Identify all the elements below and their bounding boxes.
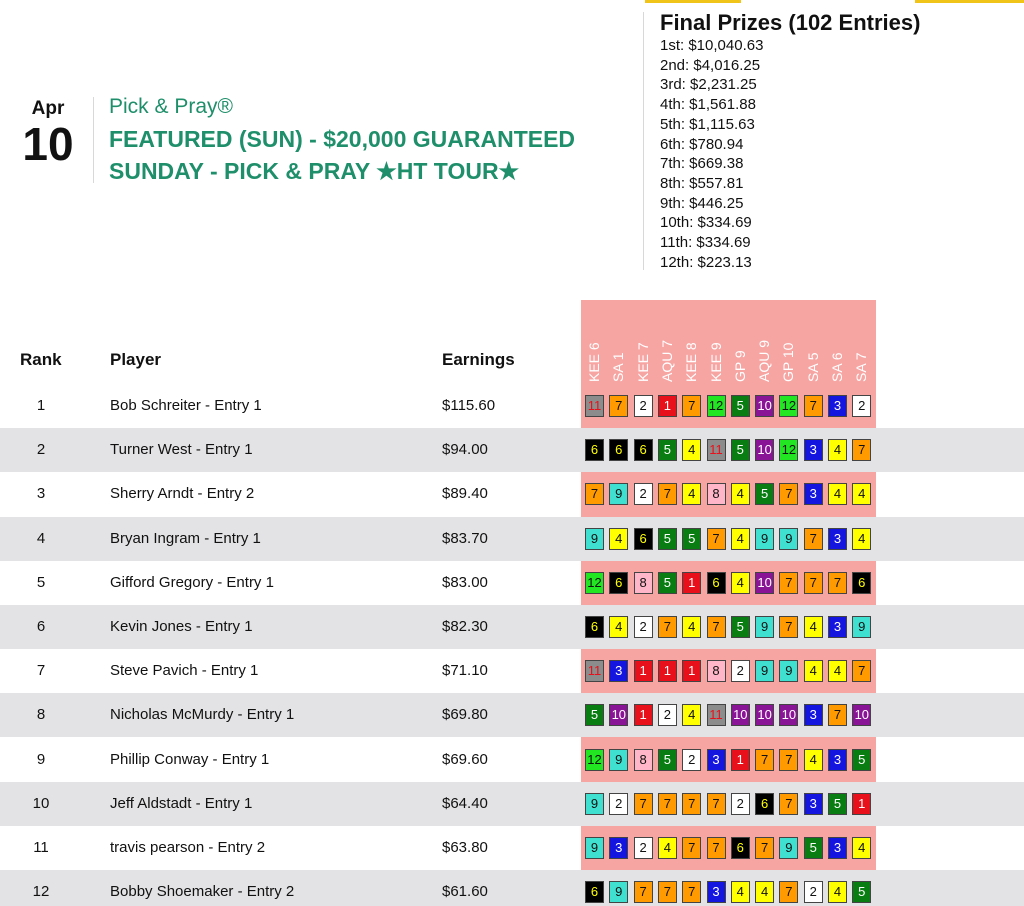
pick-badge: 5: [585, 704, 604, 726]
earnings-header: Earnings: [442, 350, 515, 369]
pick-badge: 2: [852, 395, 871, 417]
prize-line: 8th: $557.81: [660, 174, 744, 192]
player-cell: Bryan Ingram - Entry 1: [110, 529, 261, 547]
pick-badge: 6: [609, 572, 628, 594]
player-cell: Turner West - Entry 1: [110, 441, 253, 459]
pick-badge: 8: [707, 660, 726, 682]
race-column-header: [584, 310, 608, 382]
prize-line: 11th: $334.69: [660, 234, 751, 252]
player-cell: Sherry Arndt - Entry 2: [110, 485, 255, 503]
prize-line: 6th: $780.94: [660, 135, 744, 153]
pick-badge: 4: [731, 881, 750, 903]
pick-badge: 5: [682, 528, 701, 550]
pick-badge: 10: [779, 704, 798, 726]
pick-badge: 10: [609, 704, 628, 726]
earnings-cell: $89.40: [442, 485, 488, 503]
pick-badge: 1: [634, 704, 653, 726]
pick-badge: 6: [707, 572, 726, 594]
pick-badge: 11: [585, 395, 604, 417]
pick-badge: 7: [804, 572, 823, 594]
prize-line: 1st: $10,040.63: [660, 37, 764, 54]
prizes-title: Final Prizes (102 Entries): [660, 10, 921, 35]
earnings-cell: $63.80: [442, 839, 488, 856]
divider: [643, 12, 644, 270]
rank-cell: 12: [32, 883, 50, 901]
pick-badge: 12: [707, 395, 726, 417]
pick-badge: 4: [731, 483, 750, 505]
pick-badge: 5: [828, 793, 847, 815]
pick-badge: 3: [828, 395, 847, 417]
pick-badge: 3: [828, 528, 847, 550]
rank-cell: 3: [36, 485, 46, 503]
pick-badge: 1: [731, 749, 750, 771]
pick-badge: 1: [658, 395, 677, 417]
pick-badge: 9: [609, 483, 628, 505]
race-label: KEE 9: [707, 342, 724, 382]
race-label: AQU 9: [756, 339, 773, 382]
prize-line: 9th: $446.25: [660, 194, 744, 212]
pick-badge: 7: [682, 395, 701, 417]
prize-line: 7th: $669.38: [660, 155, 744, 173]
pick-badge: 3: [804, 439, 823, 461]
pick-badge: 4: [804, 616, 823, 638]
pick-badge: 9: [755, 660, 774, 682]
pick-badge: 10: [755, 572, 774, 594]
pick-badge: 4: [682, 704, 701, 726]
prize-line: 5th: $1,115.63: [660, 115, 755, 133]
pick-badge: 11: [707, 439, 726, 461]
pick-badge: 6: [634, 528, 653, 550]
pick-badge: 9: [852, 616, 871, 638]
race-column-header: [633, 310, 657, 382]
pick-badge: 9: [585, 528, 604, 550]
race-column-header: [778, 310, 802, 382]
race-column-header: [681, 310, 705, 382]
rank-cell: 4: [36, 529, 46, 547]
pick-badge: 5: [852, 881, 871, 903]
race-column-header: [827, 310, 851, 382]
pick-badge: 6: [755, 793, 774, 815]
pick-badge: 10: [755, 395, 774, 417]
pick-badge: 7: [804, 528, 823, 550]
rank-header: Rank: [20, 350, 62, 369]
player-cell: Phillip Conway - Entry 1: [110, 750, 270, 768]
pick-badge: 7: [779, 749, 798, 771]
pick-badge: 7: [634, 881, 653, 903]
pick-badge: 1: [658, 660, 677, 682]
pick-badge: 4: [828, 881, 847, 903]
pick-badge: 5: [658, 528, 677, 550]
player-cell: Bobby Shoemaker - Entry 2: [110, 883, 295, 901]
pick-badge: 2: [731, 793, 750, 815]
pick-badge: 5: [658, 749, 677, 771]
pick-badge: 5: [852, 749, 871, 771]
pick-badge: 5: [658, 572, 677, 594]
pick-badge: 5: [731, 439, 750, 461]
pick-badge: 7: [852, 439, 871, 461]
earnings-cell: $115.60: [442, 397, 496, 414]
race-label: SA 6: [829, 352, 845, 382]
pick-badge: 7: [779, 483, 798, 505]
event-title-line1: FEATURED (SUN) - $20,000 GUARANTEED: [109, 126, 576, 152]
player-header: Player: [110, 350, 162, 369]
pick-badge: 9: [585, 837, 604, 859]
pick-badge: 7: [585, 483, 604, 505]
player-cell: Bob Schreiter - Entry 1: [110, 397, 262, 414]
race-column-header: [730, 310, 754, 382]
pick-badge: 9: [755, 528, 774, 550]
pick-badge: 4: [828, 483, 847, 505]
pick-badge: 7: [755, 837, 774, 859]
prize-line: 2nd: $4,016.25: [660, 56, 761, 74]
event-date: [18, 98, 78, 168]
race-column-header: [608, 310, 632, 382]
pick-badge: 5: [658, 439, 677, 461]
race-label: GP 9: [731, 350, 748, 382]
pick-badge: 6: [731, 837, 750, 859]
pick-badge: 4: [682, 439, 701, 461]
pick-badge: 7: [634, 793, 653, 815]
race-label: GP 10: [780, 342, 797, 382]
event-title-block: [109, 95, 575, 187]
player-cell: Kevin Jones - Entry 1: [110, 618, 253, 635]
pick-badge: 2: [609, 793, 628, 815]
pick-badge: 4: [804, 749, 823, 771]
pick-badge: 7: [779, 572, 798, 594]
pick-badge: 7: [707, 616, 726, 638]
pick-badge: 9: [609, 881, 628, 903]
race-label: SA 1: [610, 352, 627, 382]
pick-badge: 7: [658, 616, 677, 638]
race-label: KEE 7: [634, 342, 651, 382]
event-month: Apr: [31, 98, 65, 119]
rank-cell: 6: [36, 618, 46, 635]
pick-badge: 10: [852, 704, 871, 726]
pick-badge: 9: [609, 749, 628, 771]
pick-badge: 9: [585, 793, 604, 815]
player-cell: Jeff Aldstadt - Entry 1: [110, 794, 253, 812]
pick-badge: 5: [731, 616, 750, 638]
pick-badge: 1: [682, 660, 701, 682]
prize-line: 3rd: $2,231.25: [660, 76, 757, 94]
player-cell: Gifford Gregory - Entry 1: [110, 573, 274, 591]
pick-badge: 7: [779, 616, 798, 638]
pick-badge: 11: [707, 704, 726, 726]
pick-badge: 8: [634, 572, 653, 594]
player-cell: Nicholas McMurdy - Entry 1: [110, 706, 295, 724]
pick-badge: 2: [804, 881, 823, 903]
pick-badge: 7: [828, 704, 847, 726]
earnings-cell: $83.00: [442, 573, 488, 591]
pick-badge: 6: [585, 439, 604, 461]
pick-badge: 8: [707, 483, 726, 505]
pick-badge: 3: [707, 881, 726, 903]
pick-badge: 4: [609, 616, 628, 638]
event-day: 10: [22, 118, 74, 170]
pick-badge: 2: [658, 704, 677, 726]
pick-badge: 4: [609, 528, 628, 550]
pick-badge: 1: [682, 572, 701, 594]
pick-badge: 5: [731, 395, 750, 417]
pick-badge: 11: [585, 660, 604, 682]
pick-badge: 2: [634, 483, 653, 505]
pick-badge: 2: [634, 616, 653, 638]
pick-badge: 7: [779, 881, 798, 903]
pick-badge: 4: [755, 881, 774, 903]
pick-badge: 3: [828, 837, 847, 859]
rank-cell: 1: [36, 397, 46, 414]
pick-badge: 3: [609, 660, 628, 682]
pick-badge: 7: [658, 881, 677, 903]
pick-badge: 4: [852, 528, 871, 550]
prize-line: 12th: $223.13: [660, 253, 752, 271]
pick-badge: 9: [755, 616, 774, 638]
race-label: KEE 8: [683, 342, 700, 382]
pick-badge: 1: [634, 660, 653, 682]
rank-cell: 11: [33, 839, 49, 856]
pick-badge: 8: [634, 749, 653, 771]
pick-badge: 7: [609, 395, 628, 417]
race-column-header: [754, 310, 778, 382]
pick-badge: 2: [682, 749, 701, 771]
pick-badge: 3: [804, 483, 823, 505]
pick-badge: 2: [634, 837, 653, 859]
pick-badge: 4: [852, 483, 871, 505]
rank-cell: 5: [36, 573, 46, 591]
pick-badge: 3: [828, 616, 847, 638]
divider: [93, 97, 94, 183]
earnings-cell: $82.30: [442, 618, 488, 635]
pick-badge: 5: [804, 837, 823, 859]
pick-badge: 7: [804, 395, 823, 417]
event-brand: Pick & Pray®: [109, 95, 234, 118]
rank-cell: 7: [36, 662, 46, 680]
pick-badge: 12: [779, 395, 798, 417]
earnings-cell: $64.40: [442, 794, 488, 812]
rank-cell: 8: [36, 706, 46, 724]
race-label: SA 7: [853, 352, 870, 382]
pick-badge: 7: [658, 483, 677, 505]
rank-cell: 2: [36, 441, 46, 459]
pick-badge: 7: [755, 749, 774, 771]
race-column-header: [803, 310, 827, 382]
pick-badge: 7: [828, 572, 847, 594]
pick-badge: 4: [682, 483, 701, 505]
race-column-header: [706, 310, 730, 382]
pick-badge: 2: [634, 395, 653, 417]
pick-badge: 6: [609, 439, 628, 461]
pick-badge: 4: [804, 660, 823, 682]
pick-badge: 3: [707, 749, 726, 771]
race-column-header: [657, 310, 681, 382]
pick-badge: 7: [658, 793, 677, 815]
pick-badge: 7: [682, 837, 701, 859]
pick-badge: 6: [585, 616, 604, 638]
earnings-cell: $61.60: [442, 883, 488, 901]
rank-cell: 10: [32, 794, 50, 812]
pick-badge: 10: [755, 704, 774, 726]
prize-line: 4th: $1,561.88: [660, 96, 756, 114]
pick-badge: 9: [779, 660, 798, 682]
pick-badge: 4: [828, 439, 847, 461]
earnings-cell: $69.80: [442, 706, 488, 724]
pick-badge: 4: [731, 528, 750, 550]
pick-badge: 6: [585, 881, 604, 903]
pick-badge: 3: [828, 749, 847, 771]
pick-badge: 12: [585, 572, 604, 594]
pick-badge: 2: [731, 660, 750, 682]
pick-badge: 4: [852, 837, 871, 859]
race-label: AQU 7: [658, 339, 675, 382]
rank-cell: 9: [36, 750, 46, 768]
pick-badge: 12: [585, 749, 604, 771]
pick-badge: 10: [731, 704, 750, 726]
pick-badge: 7: [707, 528, 726, 550]
pick-badge: 7: [707, 793, 726, 815]
pick-badge: 7: [682, 881, 701, 903]
pick-badge: 6: [852, 572, 871, 594]
pick-badge: 7: [707, 837, 726, 859]
pick-badge: 7: [852, 660, 871, 682]
earnings-cell: $69.60: [442, 750, 488, 768]
earnings-cell: $94.00: [442, 441, 488, 459]
pick-badge: 9: [779, 528, 798, 550]
pick-badge: 4: [682, 616, 701, 638]
pick-badge: 3: [804, 704, 823, 726]
race-label: SA 5: [804, 352, 821, 382]
pick-badge: 9: [779, 837, 798, 859]
earnings-cell: $83.70: [442, 529, 488, 547]
prize-line: 10th: $334.69: [660, 214, 752, 232]
player-cell: travis pearson - Entry 2: [110, 839, 266, 856]
event-title-line2: SUNDAY - PICK & PRAY ★HT TOUR★: [109, 158, 520, 184]
pick-badge: 10: [755, 439, 774, 461]
race-column-header: [851, 310, 875, 382]
pick-badge: 5: [755, 483, 774, 505]
top-accent-bar: [645, 0, 1024, 3]
pick-badge: 4: [658, 837, 677, 859]
pick-badge: 4: [828, 660, 847, 682]
pick-badge: 1: [852, 793, 871, 815]
pick-badge: 7: [682, 793, 701, 815]
pick-badge: 3: [804, 793, 823, 815]
prizes-panel: [660, 10, 920, 272]
pick-badge: 4: [731, 572, 750, 594]
pick-badge: 6: [634, 439, 653, 461]
earnings-cell: $71.10: [442, 662, 488, 680]
player-cell: Steve Pavich - Entry 1: [110, 662, 259, 680]
race-label: KEE 6: [586, 342, 602, 382]
pick-badge: 12: [779, 439, 798, 461]
pick-badge: 3: [609, 837, 628, 859]
pick-badge: 7: [779, 793, 798, 815]
